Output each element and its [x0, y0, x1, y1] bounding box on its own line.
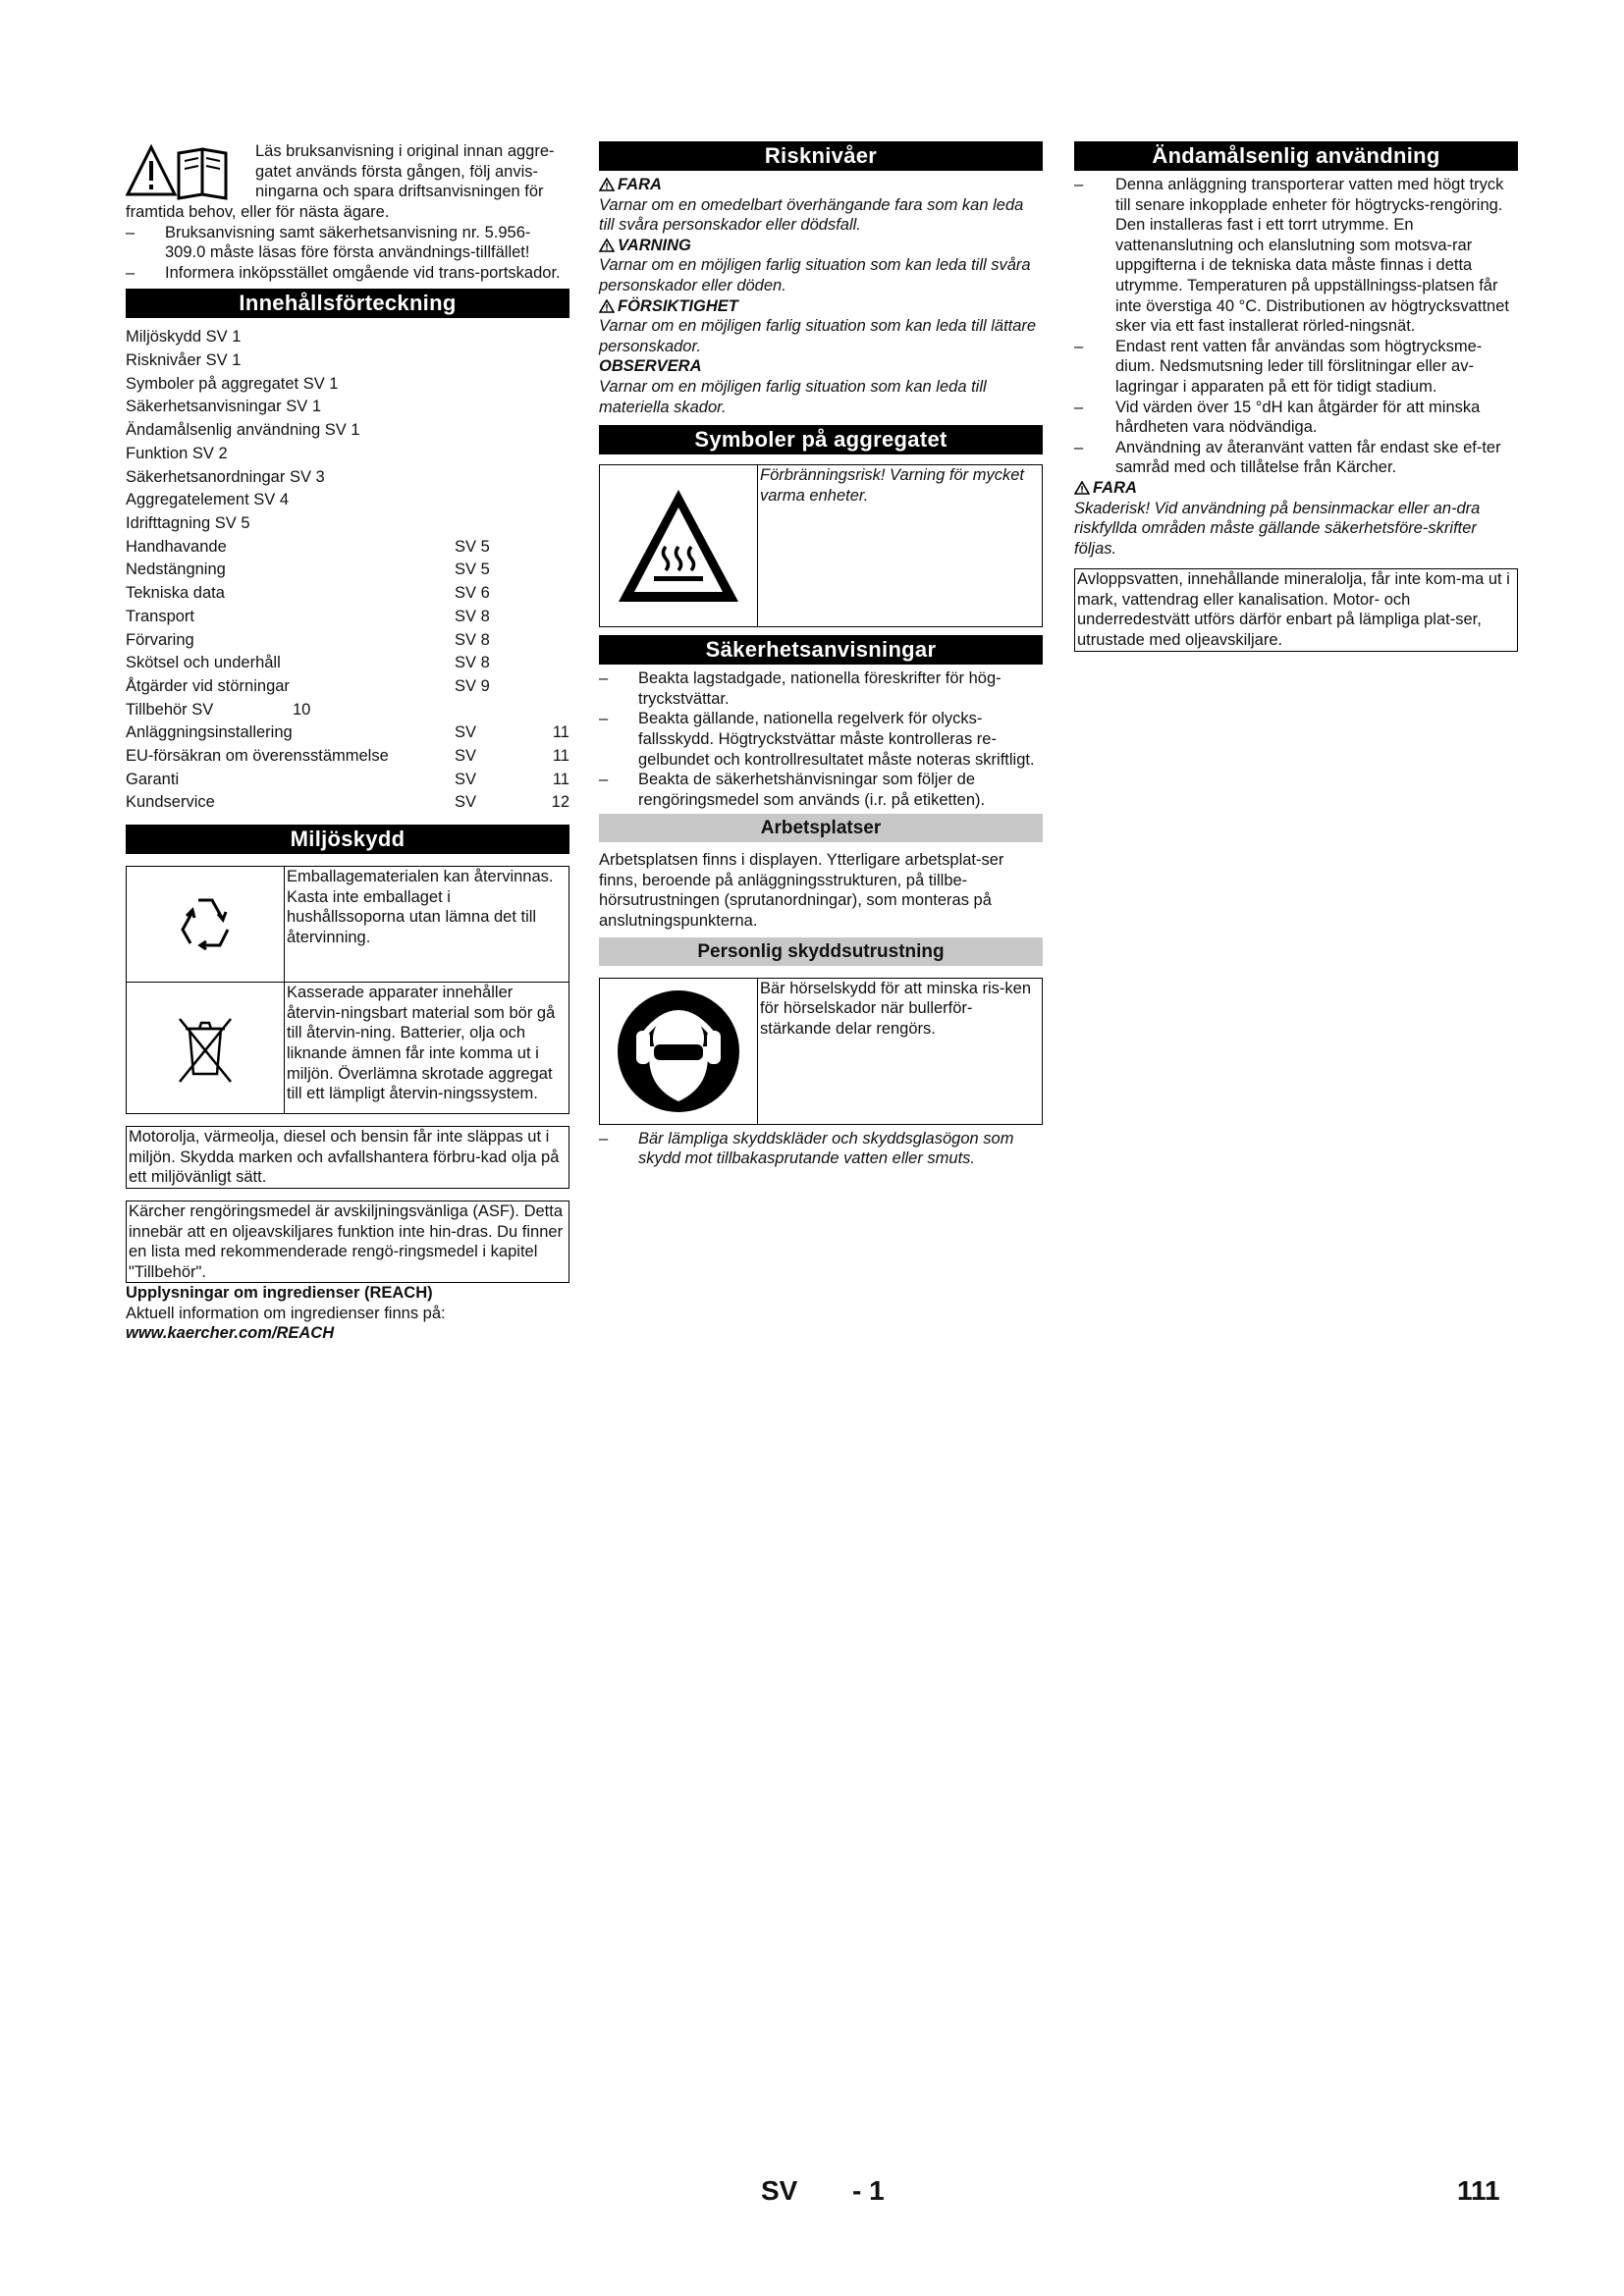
symbols-heading: Symboler på aggregatet	[599, 425, 1043, 454]
risk-heading: Risknivåer	[599, 141, 1043, 171]
warning-triangle-icon	[599, 178, 615, 191]
safety-item: – Beakta gällande, nationella regelverk för olycks-fallsskydd. Högtryckstvättar måste kontrolleras re-gelbundet och kontrollresultatet måste noteras skriftligt.	[599, 709, 1043, 770]
use-item: – Denna anläggning transporterar vatten med högt tryck till senare inkopplade enheter för högtrycks-rengöring. Den installeras fast i ett torrt utrymme. En vattenanslutning och elanslutning som motsva-rar uppgifterna i de tekniska data måste finnas i detta utrymme. Temperaturen på uppställningss-platsen får inte överstiga 40 °C. Distributionen av högtrycksvattnet sker via ett fast installerat rörled-ningsnät.	[1074, 175, 1518, 337]
toc-entry[interactable]: EU-försäkran om överensstämmelse SV 11	[126, 747, 569, 766]
toc-entry[interactable]: Tillbehör SV 10	[126, 700, 311, 719]
toc-entry[interactable]: Ändamålsenlig användning SV 1	[126, 421, 360, 440]
toc-entry[interactable]: Tekniska data SV 6	[126, 584, 490, 603]
ppe-text: Bär hörselskydd för att minska ris-ken för hörselskador när bullerför-stärkande delar rengörs.	[760, 979, 1032, 1038]
danger-label: FARA	[1074, 478, 1518, 499]
risk-levels	[599, 175, 1043, 417]
toc-entry[interactable]: Idrifttagning SV 5	[126, 514, 250, 532]
hearing-eye-protection-icon	[600, 979, 758, 1124]
waste-note: Avloppsvatten, innehållande mineralolja, får inte kom-ma ut i mark, vattendrag eller kanalisation. Motor- och underredestvätt utförs därför enbart på lämpliga plat-ser, utrustade med oljeavskiljare.	[1074, 568, 1518, 651]
disposal-text: Kasserade apparater innehåller återvin-ningsbart material som bör gå till återvin-ning. Batterier, olja och liknande ämnen får inte komma ut i miljön. Överlämna skrotade aggregat till ett lämpligt återvin-ningssystem.	[287, 984, 556, 1103]
footer-sub: - 1	[852, 2175, 885, 2206]
recycle-text: Emballagematerialen kan återvinnas. Kasta inte emballaget i hushållssoporna utan lämna det till återvinning.	[287, 868, 554, 946]
toc-entry[interactable]: Funktion SV 2	[126, 444, 228, 462]
hot-surface-icon	[600, 465, 758, 626]
toc-entry[interactable]: Symboler på aggregatet SV 1	[126, 374, 339, 393]
column-middle	[599, 141, 1043, 1169]
toc-entry[interactable]: Transport SV 8	[126, 607, 490, 625]
burn-text: Förbränningsrisk! Varning för mycket varma enheter.	[760, 466, 1024, 505]
risk-text: Varnar om en omedelbart överhängande fara som kan leda till svåra personskador eller dödsfall.	[599, 195, 1024, 235]
safety-item: – Beakta lagstadgade, nationella föreskrifter för hög-tryckstvättar.	[599, 668, 1043, 709]
intro-item: – Informera inköpsstället omgående vid trans-portskador.	[126, 263, 569, 284]
toc-entry[interactable]: Nedstängning SV 5	[126, 561, 490, 579]
warning-triangle-icon	[599, 299, 615, 313]
disposal-row	[126, 983, 569, 1114]
safety-item: – Beakta de säkerhetshänvisningar som följer de rengöringsmedel som används (i.r. på etiketten).	[599, 770, 1043, 810]
intro-lead-block	[126, 141, 569, 202]
toc-entry[interactable]: Anläggningsinstallering SV 11	[126, 723, 569, 742]
toc-entry[interactable]: Åtgärder vid störningar SV 9	[126, 676, 490, 695]
env-heading: Miljöskydd	[126, 825, 569, 854]
toc-entry[interactable]: Risknivåer SV 1	[126, 351, 242, 370]
toc-entry[interactable]: Förvaring SV 8	[126, 630, 490, 649]
danger-text: Skaderisk! Vid användning på bensinmackar eller an-dra riskfyllda områden måste gällande säkerhetsföre-skrifter följas.	[1074, 499, 1481, 558]
safety-list	[599, 668, 1043, 810]
toc-entry[interactable]: Säkerhetsanordningar SV 3	[126, 467, 325, 486]
toc-entry[interactable]: Garanti SV 11	[126, 770, 569, 788]
asf-note: Kärcher rengöringsmedel är avskiljningsvänliga (ASF). Detta innebär att en oljeavskiljares funktion inte hin-dras. Du finner en lista med rekommenderade rengö-ringsmedel i kapitel "Tillbehör".	[126, 1201, 569, 1283]
toc-heading: Innehållsförteckning	[126, 289, 569, 318]
ppe-heading: Personlig skyddsutrustning	[599, 937, 1043, 966]
workplace-heading: Arbetsplatser	[599, 814, 1043, 842]
manual-warning-icon	[126, 143, 232, 200]
risk-label: FÖRSIKTIGHET	[599, 296, 1043, 317]
footer-lang: SV	[761, 2175, 798, 2206]
use-heading: Ändamålsenlig användning	[1074, 141, 1518, 171]
warning-triangle-icon	[599, 239, 615, 252]
use-item: – Användning av återanvänt vatten får endast ske ef-ter samråd med och tillåtelse från Kärcher.	[1074, 438, 1518, 478]
reach-link[interactable]: www.kaercher.com/REACH	[126, 1324, 335, 1343]
safety-heading: Säkerhetsanvisningar	[599, 635, 1043, 665]
workplace-text: Arbetsplatsen finns i displayen. Ytterligare arbetsplat-ser finns, beroende på anläggningsstrukturen, på tillbe-hörsutrustningen (sprutanordningar), som monteras på anslutningspunkterna.	[599, 851, 1004, 931]
risk-label: VARNING	[599, 236, 1043, 256]
use-item: – Endast rent vatten får användas som högtrycksme-dium. Nedsmutsning leder till förslitningar eller av-lagringar i apparaten på ett för tidigt stadium.	[1074, 337, 1518, 398]
use-list	[1074, 175, 1518, 478]
toc-entry[interactable]: Miljöskydd SV 1	[126, 328, 242, 347]
toc-entry[interactable]: Kundservice SV 12	[126, 793, 569, 812]
intro-item: – Bruksanvisning samt säkerhetsanvisning nr. 5.956-309.0 måste läsas före första användnings-tillfället!	[126, 223, 569, 263]
ppe-item: – Bär lämpliga skyddskläder och skyddsglasögon som skydd mot tillbakasprutande vatten eller smuts.	[599, 1129, 1043, 1169]
use-item: – Vid värden över 15 °dH kan åtgärder för att minska hårdheten vara nödvändiga.	[1074, 398, 1518, 438]
burn-row	[599, 464, 1043, 627]
oil-note: Motorolja, värmeolja, diesel och bensin får inte släppas ut i miljön. Skydda marken och avfallshantera förbru-kad olja på ett miljövänligt sätt.	[126, 1126, 569, 1189]
note-text: Varnar om en möjligen farlig situation som kan leda till materiella skador.	[599, 377, 987, 416]
toc-entry[interactable]: Aggregatelement SV 4	[126, 491, 290, 509]
page-number: 111	[1457, 2175, 1500, 2206]
crossed-bin-icon	[127, 983, 285, 1113]
toc-list	[126, 326, 569, 815]
column-right	[1074, 141, 1518, 652]
risk-text: Varnar om en möjligen farlig situation som kan leda till lättare personskador.	[599, 317, 1037, 355]
toc-entry[interactable]: Skötsel och underhåll SV 8	[126, 654, 490, 672]
toc-entry[interactable]: Handhavande SV 5	[126, 537, 490, 556]
risk-label: FARA	[599, 175, 1043, 195]
intro-lead: Läs bruksanvisning i original innan aggre-gatet används första gången, följ anvis-ningarna och spara driftsanvisningen för	[255, 142, 555, 201]
ppe-row	[599, 978, 1043, 1125]
recycle-row	[126, 866, 569, 983]
intro-lead-cont: framtida behov, eller för nästa ägare.	[126, 203, 390, 221]
column-left	[126, 141, 569, 1344]
note-label: OBSERVERA	[599, 357, 702, 376]
warning-triangle-icon	[1074, 481, 1090, 495]
toc-entry[interactable]: Säkerhetsanvisningar SV 1	[126, 398, 322, 416]
reach-text: Aktuell information om ingredienser finns på:	[126, 1304, 446, 1322]
risk-text: Varnar om en möjligen farlig situation som kan leda till svåra personskador eller döden.	[599, 256, 1031, 294]
reach-title: Upplysningar om ingredienser (REACH)	[126, 1284, 433, 1303]
recycle-icon	[127, 867, 285, 982]
